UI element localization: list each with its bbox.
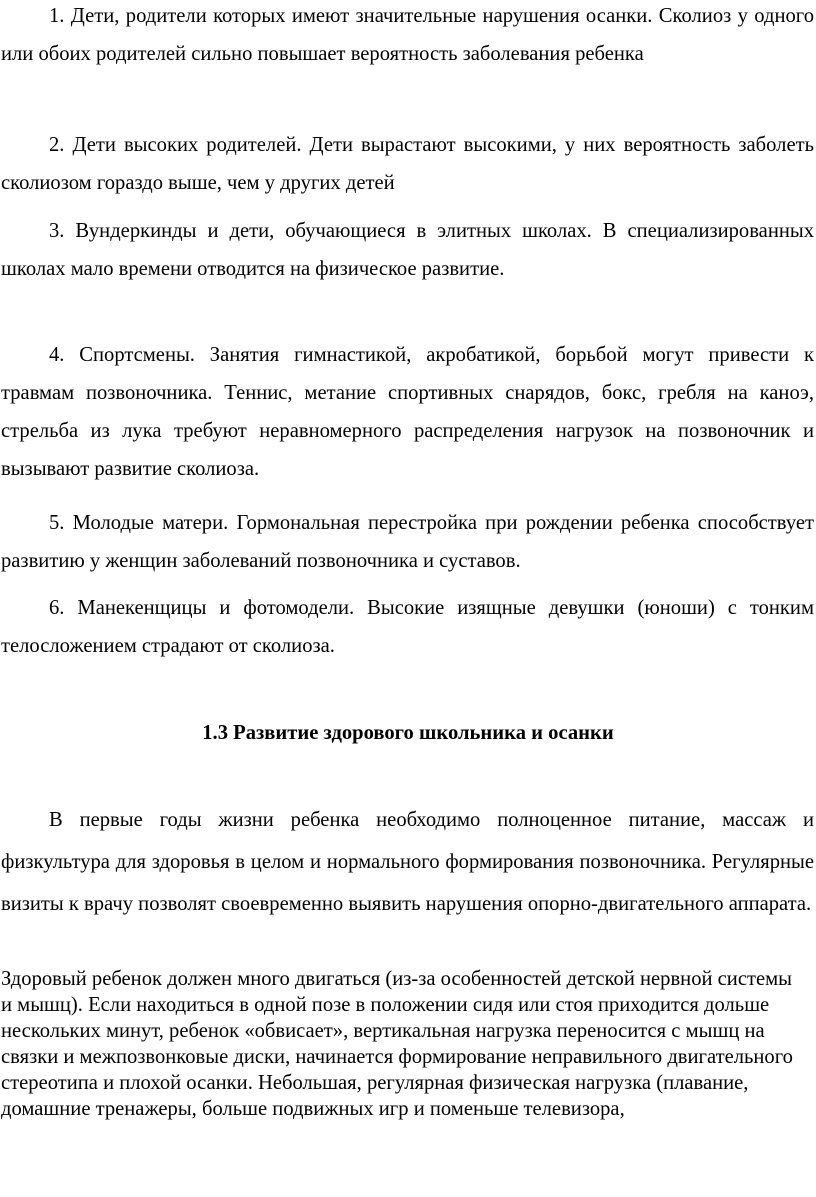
list-item-6: 6. Манекенщицы и фотомодели. Высокие изящные девушки (юноши) с тонким телосложением страдают от сколиоза. (1, 597, 814, 657)
list-item-1: 1. Дети, родители которых имеют значительные нарушения осанки. Сколиоз у одного или обоих родителей сильно повышает вероятность заболевания ребенка (1, 5, 814, 65)
section-heading: 1.3 Развитие здорового школьника и осанки (202, 722, 614, 744)
body-paragraph-2: Здоровый ребенок должен много двигаться (из-за особенностей детской нервной системы и мышц). Если находиться в одной позе в положении сидя или стоя приходится дольше нескольких минут, ребенок «обвисает», вертикальная нагрузка переносится с мышц на связки и межпозвонковые диски, начинается формирование неправильного двигательного стереотипа и плохой осанки. Небольшая, регулярная физическая нагрузка (плавание, домашние тренажеры, больше подвижных игр и поменьше телевизора, (1, 968, 793, 1120)
list-item-5: 5. Молодые матери. Гормональная перестройка при рождении ребенка способствует развитию у женщин заболеваний позвоночника и суставов. (1, 512, 814, 572)
body-paragraph-1: В первые годы жизни ребенка необходимо полноценное питание, массаж и физкультура для здоровья в целом и нормального формирования позвоночника. Регулярные визиты к врачу позволят своевременно выявить нарушения опорно-двигательного аппарата. (1, 809, 814, 915)
list-item-2: 2. Дети высоких родителей. Дети вырастают высокими, у них вероятность заболеть сколиозом гораздо выше, чем у других детей (1, 134, 814, 194)
list-item-3: 3. Вундеркинды и дети, обучающиеся в элитных школах. В специализированных школах мало времени отводится на физическое развитие. (1, 220, 814, 280)
list-item-4: 4. Спортсмены. Занятия гимнастикой, акробатикой, борьбой могут привести к травмам позвоночника. Теннис, метание спортивных снарядов, бокс, гребля на каноэ, стрельба из лука требуют неравномерного распределения нагрузок на позвоночник и вызывают развитие сколиоза. (1, 344, 814, 480)
